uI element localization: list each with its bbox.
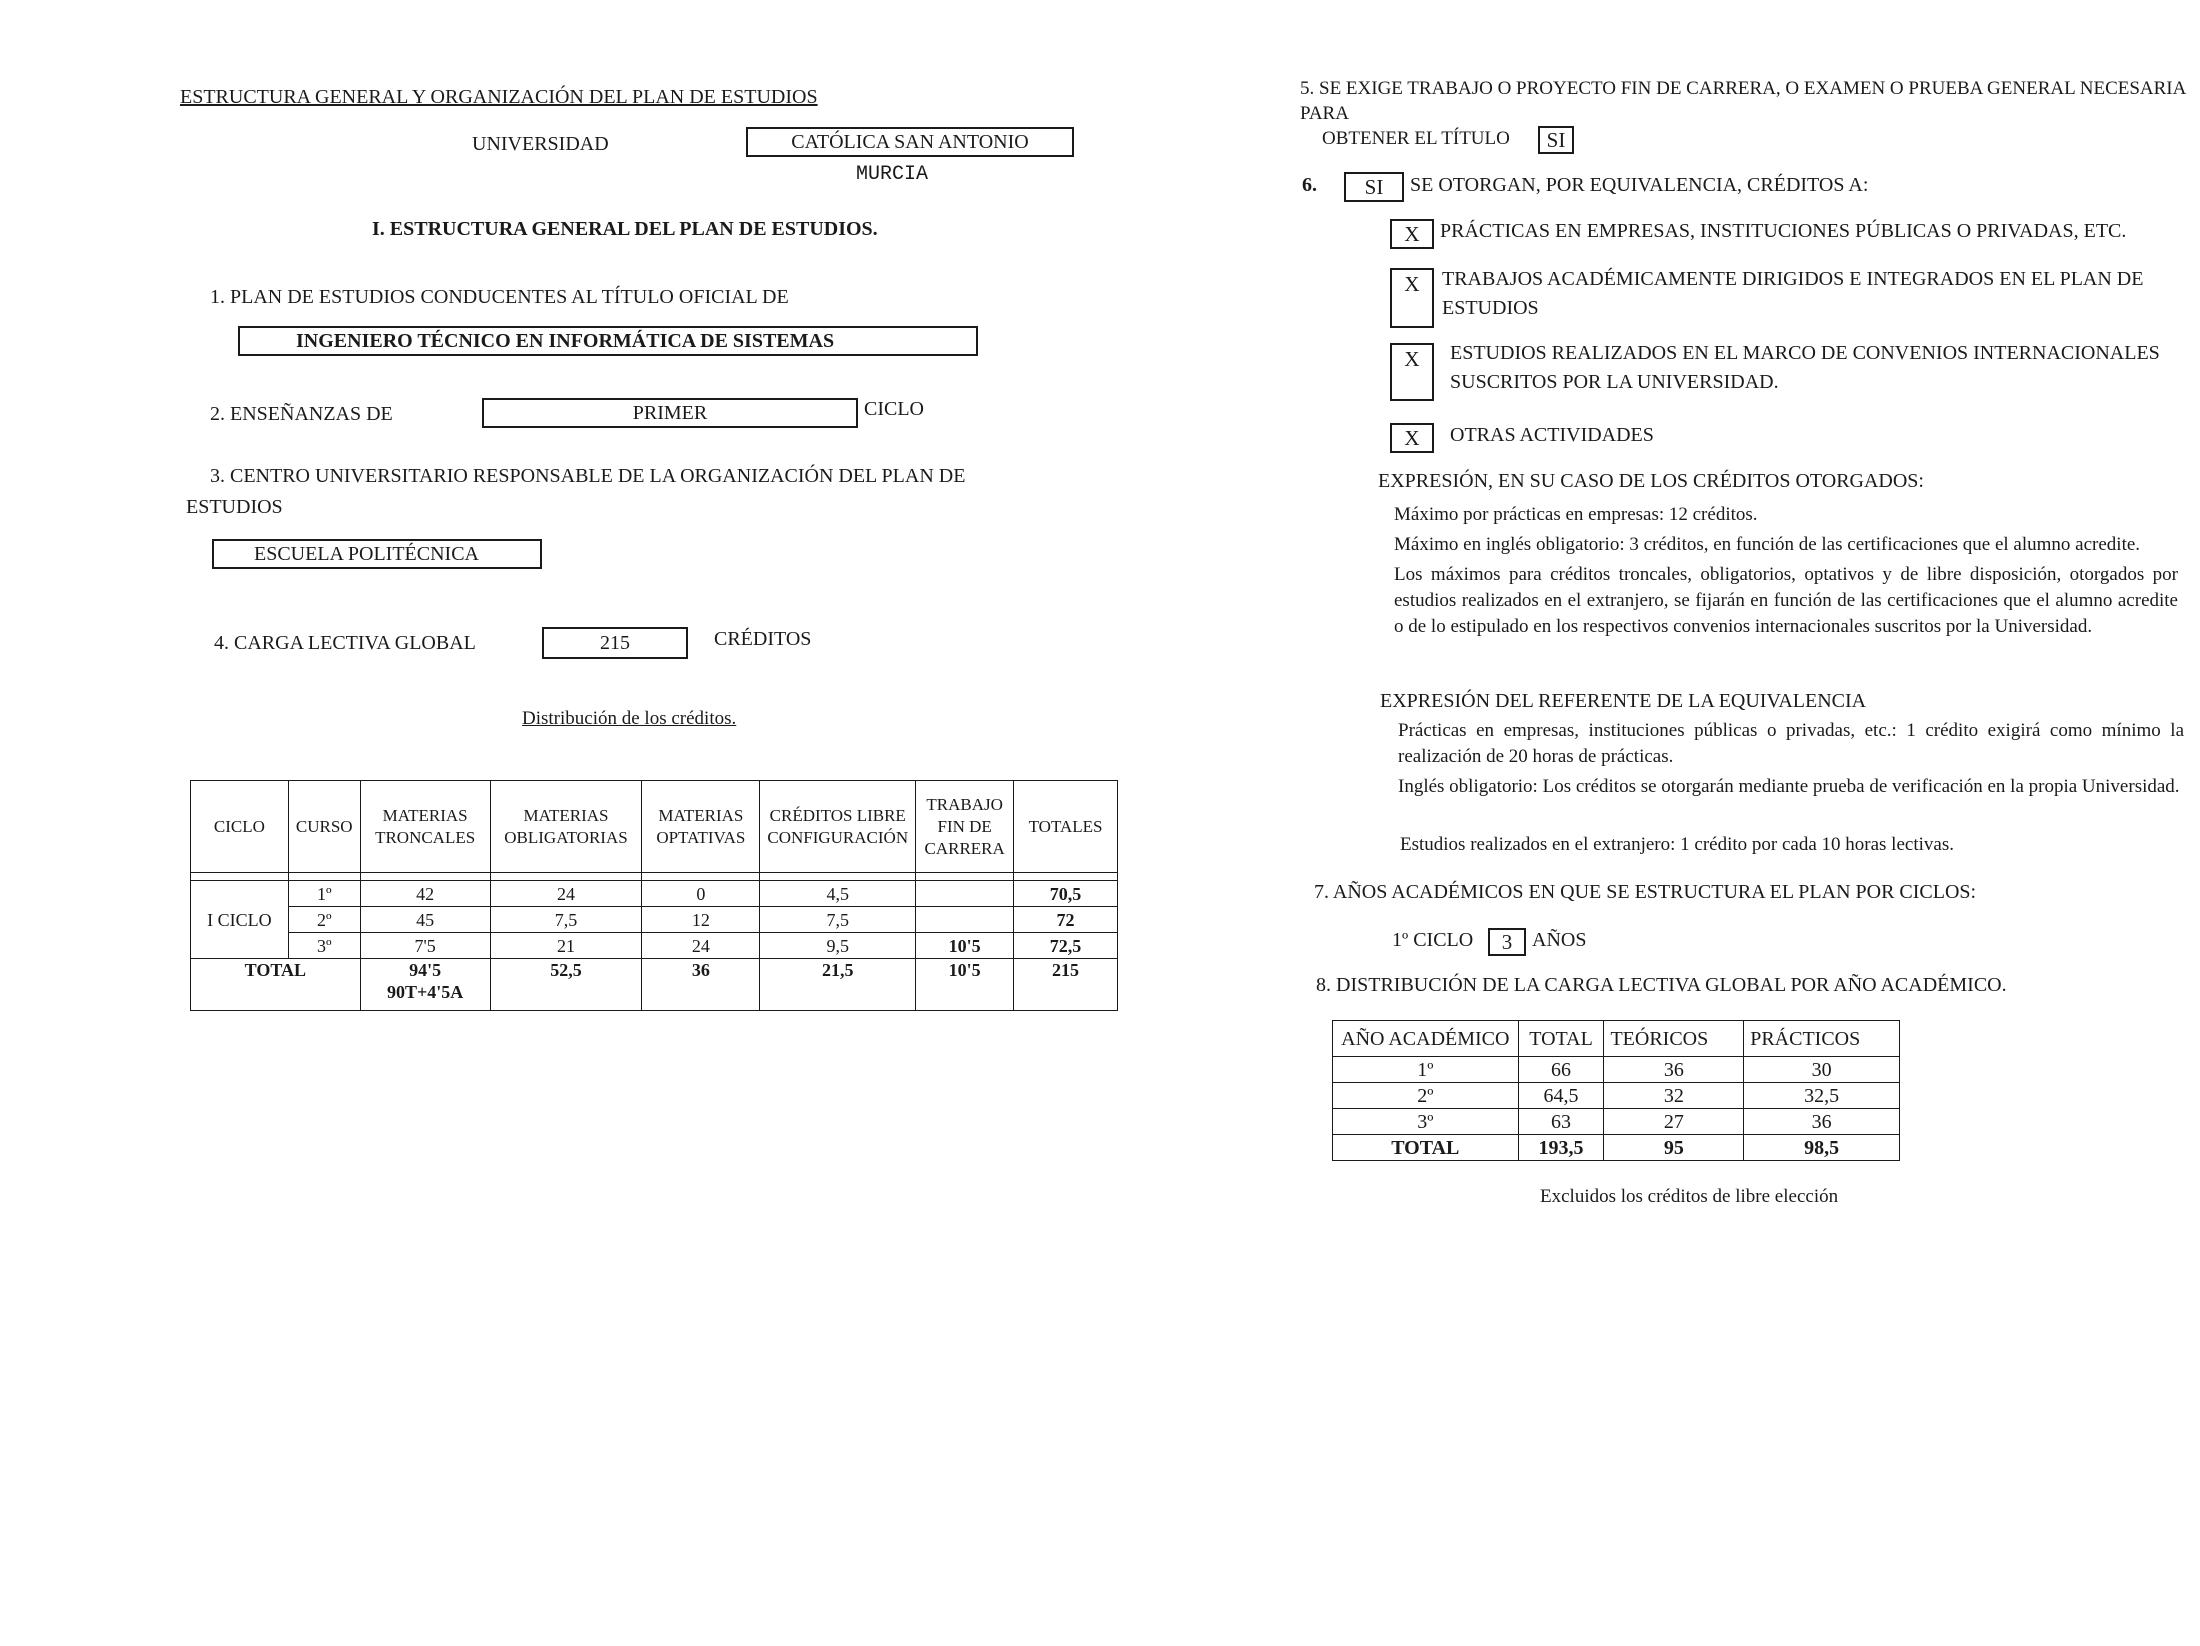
- table-cell: 66: [1518, 1057, 1604, 1083]
- table-cell: 7,5: [490, 907, 642, 933]
- table-cell: 36: [1604, 1057, 1744, 1083]
- credits-distribution-table: [190, 780, 1118, 1011]
- table-cell: 32,5: [1744, 1083, 1900, 1109]
- table-cell: 7,5: [760, 907, 916, 933]
- header-cell: CRÉDITOS LIBRE CONFIGURACIÓN: [760, 781, 916, 873]
- total-troncales: [360, 959, 490, 1011]
- table-cell: 98,5: [1744, 1135, 1900, 1161]
- table-cell: 10'5: [916, 959, 1014, 1011]
- table-note: Excluidos los créditos de libre elección: [1540, 1186, 1839, 1207]
- item7-ciclo: 1º CICLO: [1392, 929, 1474, 951]
- header-cell: CICLO: [191, 781, 289, 873]
- center-field: [212, 539, 542, 569]
- table-cell: 3º: [288, 933, 360, 959]
- checkbox-practicas: [1390, 219, 1434, 249]
- table-cell: 0: [642, 881, 760, 907]
- degree-title-value: INGENIERO TÉCNICO EN INFORMÁTICA DE SISTEMAS: [296, 330, 835, 352]
- table-cell: 2º: [288, 907, 360, 933]
- table-cell: 42: [360, 881, 490, 907]
- item8-label: 8. DISTRIBUCIÓN DE LA CARGA LECTIVA GLOBAL POR AÑO ACADÉMICO.: [1316, 974, 2007, 996]
- universidad-value: CATÓLICA SAN ANTONIO: [791, 131, 1029, 153]
- table-cell: 21: [490, 933, 642, 959]
- check-label: ESTUDIOS REALIZADOS EN EL MARCO DE CONVENIOS INTERNACIONALES: [1450, 342, 2160, 364]
- header-cell: TOTALES: [1014, 781, 1118, 873]
- thesis-required-value: SI: [1546, 128, 1566, 152]
- check-label-line2: SUSCRITOS POR LA UNIVERSIDAD.: [1450, 371, 1779, 393]
- table-cell: 3º: [1333, 1109, 1519, 1135]
- table-cell: 52,5: [490, 959, 642, 1011]
- table-cell: 4,5: [760, 881, 916, 907]
- universidad-label: UNIVERSIDAD: [472, 133, 609, 155]
- referente-paragraph: Estudios realizados en el extranjero: 1 crédito por cada 10 horas lectivas.: [1400, 834, 1954, 855]
- years-box: [1488, 928, 1526, 956]
- table-total-row: [191, 959, 1118, 1011]
- item3-label-line2: ESTUDIOS: [186, 496, 283, 518]
- table-cell: 72: [1014, 907, 1118, 933]
- item2-label: 2. ENSEÑANZAS DE: [210, 403, 393, 425]
- table-cell: 24: [642, 933, 760, 959]
- universidad-field: [746, 127, 1074, 157]
- item5-line2: PARA: [1300, 103, 1349, 124]
- document-header: ESTRUCTURA GENERAL Y ORGANIZACIÓN DEL PLAN DE ESTUDIOS: [180, 86, 818, 108]
- table-cell: [916, 881, 1014, 907]
- cycle-suffix: CICLO: [864, 398, 924, 420]
- checkbox-mark: X: [1404, 222, 1420, 246]
- checkbox-mark: X: [1404, 347, 1420, 371]
- table-cell: 24: [490, 881, 642, 907]
- table-cell: 2º: [1333, 1083, 1519, 1109]
- referente-title: EXPRESIÓN DEL REFERENTE DE LA EQUIVALENCIA: [1380, 690, 1867, 712]
- table-cell: 36: [642, 959, 760, 1011]
- table-cell: 30: [1744, 1057, 1900, 1083]
- cycle-value: PRIMER: [632, 402, 708, 424]
- global-load-field: [542, 627, 688, 659]
- table-cell: 95: [1604, 1135, 1744, 1161]
- check-label-line2: ESTUDIOS: [1442, 297, 1539, 319]
- table-cell: 70,5: [1014, 881, 1118, 907]
- header-cell: TRABAJO FIN DE CARRERA: [916, 781, 1014, 873]
- header-cell: CURSO: [288, 781, 360, 873]
- equivalence-value: SI: [1364, 175, 1384, 199]
- checkbox-convenios: [1390, 343, 1434, 401]
- expresion-paragraph: Máximo por prácticas en empresas: 12 créditos.: [1394, 504, 1758, 525]
- thesis-required-box: [1538, 126, 1574, 154]
- center-value: ESCUELA POLITÉCNICA: [254, 543, 479, 565]
- table-cell: 215: [1014, 959, 1118, 1011]
- academic-year-table: [1332, 1020, 1900, 1161]
- table-cell: 9,5: [760, 933, 916, 959]
- table-row: [1333, 1083, 1900, 1109]
- equivalence-box: [1344, 172, 1404, 202]
- checkbox-otras: [1390, 423, 1434, 453]
- table-cell: 64,5: [1518, 1083, 1604, 1109]
- expresion-paragraph: Máximo en inglés obligatorio: 3 créditos, en función de las certificaciones que el alumno acredite.: [1394, 534, 2141, 555]
- section-title: I. ESTRUCTURA GENERAL DEL PLAN DE ESTUDIOS.: [372, 218, 878, 240]
- header-cell: TOTAL: [1518, 1021, 1604, 1057]
- expresion-paragraph: Los máximos para créditos troncales, obligatorios, optativos y de libre disposición, otorgados por estudios realizados en el extranjero, se fijarán en función de las certificaciones que el alumno acredite o de lo estipulado en los respectivos convenios internacionales suscritos por la Universidad.: [1394, 564, 2178, 637]
- item7-suffix: AÑOS: [1532, 929, 1587, 951]
- table-cell: 7'5: [360, 933, 490, 959]
- table-cell: 36: [1744, 1109, 1900, 1135]
- distribution-caption: Distribución de los créditos.: [522, 708, 737, 729]
- ciclo-cell: I CICLO: [191, 881, 289, 959]
- table-cell: 27: [1604, 1109, 1744, 1135]
- header-cell: MATERIAS OBLIGATORIAS: [490, 781, 642, 873]
- header-cell: TEÓRICOS: [1604, 1021, 1744, 1057]
- table-cell: 1º: [1333, 1057, 1519, 1083]
- table-cell: 1º: [288, 881, 360, 907]
- check-label: TRABAJOS ACADÉMICAMENTE DIRIGIDOS E INTEGRADOS EN EL PLAN DE: [1442, 268, 2144, 290]
- item3-label-line1: 3. CENTRO UNIVERSITARIO RESPONSABLE DE LA ORGANIZACIÓN DEL PLAN DE: [210, 465, 966, 487]
- item4-label: 4. CARGA LECTIVA GLOBAL: [214, 632, 476, 654]
- header-cell: PRÁCTICOS: [1744, 1021, 1900, 1057]
- table-cell: 21,5: [760, 959, 916, 1011]
- table-header-row: [191, 781, 1118, 873]
- table-cell: 72,5: [1014, 933, 1118, 959]
- check-label: PRÁCTICAS EN EMPRESAS, INSTITUCIONES PÚBLICAS O PRIVADAS, ETC.: [1440, 220, 2127, 242]
- total-label: TOTAL: [191, 959, 361, 1011]
- table-row: [191, 933, 1118, 959]
- degree-title-field: [238, 326, 978, 356]
- item7-label: 7. AÑOS ACADÉMICOS EN QUE SE ESTRUCTURA EL PLAN POR CICLOS:: [1314, 881, 1977, 903]
- city-label: MURCIA: [856, 163, 929, 186]
- referente-paragraph: Inglés obligatorio: Los créditos se otorgarán mediante prueba de verificación en la propia Universidad.: [1398, 776, 2180, 797]
- table-cell: 12: [642, 907, 760, 933]
- table-cell: 63: [1518, 1109, 1604, 1135]
- header-cell: MATERIAS OPTATIVAS: [642, 781, 760, 873]
- checkbox-mark: X: [1404, 426, 1420, 450]
- total-troncales-line2: 90T+4'5A: [386, 982, 464, 1002]
- expresion-title: EXPRESIÓN, EN SU CASO DE LOS CRÉDITOS OTORGADOS:: [1378, 470, 1924, 492]
- header-cell: AÑO ACADÉMICO: [1333, 1021, 1519, 1057]
- table-cell: [916, 907, 1014, 933]
- check-label: OTRAS ACTIVIDADES: [1450, 424, 1654, 446]
- table-cell: TOTAL: [1333, 1135, 1519, 1161]
- table-cell: 193,5: [1518, 1135, 1604, 1161]
- total-troncales-line1: 94'5: [409, 960, 442, 980]
- years-value: 3: [1501, 930, 1513, 954]
- table-cell: 45: [360, 907, 490, 933]
- table-row: [1333, 1057, 1900, 1083]
- table-cell: 10'5: [916, 933, 1014, 959]
- item1-label: 1. PLAN DE ESTUDIOS CONDUCENTES AL TÍTULO OFICIAL DE: [210, 286, 789, 308]
- global-load-value: 215: [600, 632, 630, 654]
- checkbox-trabajos: [1390, 268, 1434, 328]
- checkbox-mark: X: [1404, 272, 1420, 296]
- table-total-row: [1333, 1135, 1900, 1161]
- table-cell: 32: [1604, 1083, 1744, 1109]
- referente-paragraph: Prácticas en empresas, instituciones públicas o privadas, etc.: 1 crédito exigirá como mínimo la realización de 20 horas de prácticas.: [1398, 720, 2184, 767]
- item5-line3: OBTENER EL TÍTULO: [1322, 128, 1510, 149]
- global-load-suffix: CRÉDITOS: [714, 628, 812, 650]
- item6-number: 6.: [1302, 174, 1317, 196]
- item6-label: SE OTORGAN, POR EQUIVALENCIA, CRÉDITOS A:: [1410, 174, 1869, 196]
- table-row: [191, 907, 1118, 933]
- item5-line1: 5. SE EXIGE TRABAJO O PROYECTO FIN DE CARRERA, O EXAMEN O PRUEBA GENERAL NECESARIA: [1300, 78, 2187, 99]
- cycle-field: [482, 398, 858, 428]
- table-row: [191, 881, 1118, 907]
- header-cell: MATERIAS TRONCALES: [360, 781, 490, 873]
- table-row: [1333, 1109, 1900, 1135]
- table-header-row: [1333, 1021, 1900, 1057]
